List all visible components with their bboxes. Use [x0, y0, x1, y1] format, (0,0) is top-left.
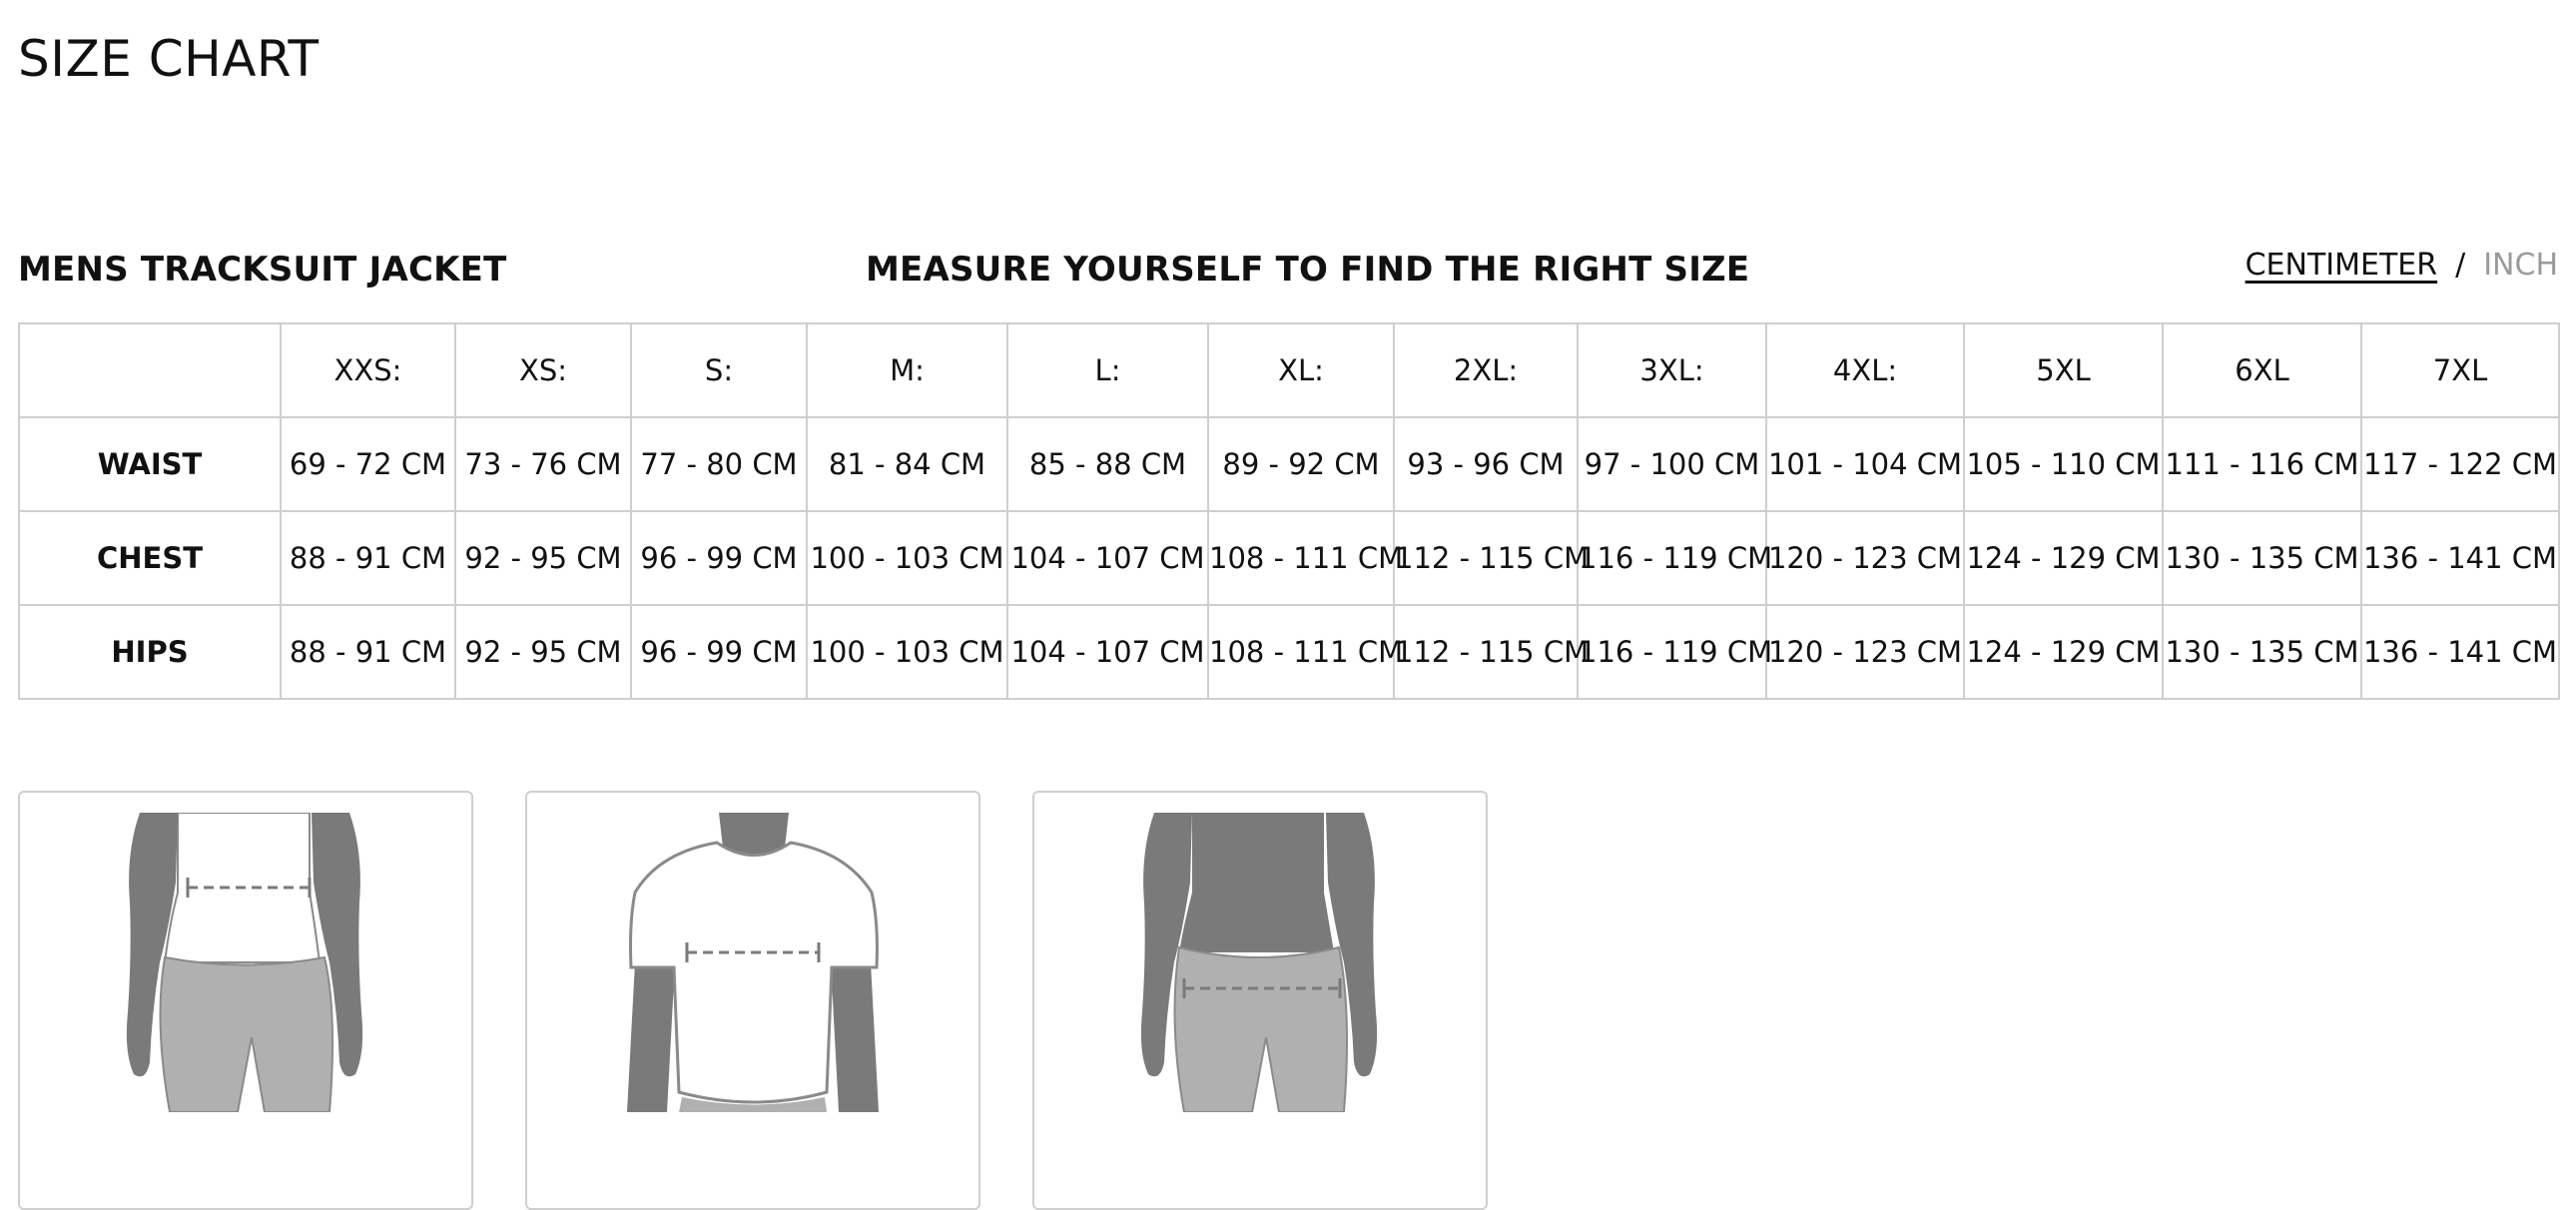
row-label-hips: HIPS [19, 605, 281, 699]
table-cell: 130 - 135 CM [2163, 605, 2361, 699]
unit-inch-link[interactable]: INCH [2483, 248, 2558, 283]
size-header-xxs: XXS: [281, 323, 455, 417]
table-cell: 92 - 95 CM [455, 605, 631, 699]
table-cell: 89 - 92 CM [1208, 417, 1394, 511]
size-header-xs: XS: [455, 323, 631, 417]
table-cell: 124 - 129 CM [1964, 605, 2163, 699]
size-header-3xl: 3XL: [1578, 323, 1766, 417]
table-row [19, 511, 2559, 605]
size-header-7xl: 7XL [2361, 323, 2559, 417]
size-header-l: L: [1007, 323, 1208, 417]
table-cell: 85 - 88 CM [1007, 417, 1208, 511]
table-cell: 88 - 91 CM [281, 605, 455, 699]
table-cell: 92 - 95 CM [455, 511, 631, 605]
table-cell: 120 - 123 CM [1766, 511, 1964, 605]
table-cell: 108 - 111 CM [1208, 605, 1394, 699]
measure-instruction-title: MEASURE YOURSELF TO FIND THE RIGHT SIZE [866, 250, 1750, 290]
size-header-xl: XL: [1208, 323, 1394, 417]
table-cell: 104 - 107 CM [1007, 511, 1208, 605]
table-cell: 100 - 103 CM [807, 605, 1007, 699]
table-cell: 77 - 80 CM [631, 417, 807, 511]
table-cell: 69 - 72 CM [281, 417, 455, 511]
size-chart-table [18, 322, 2560, 700]
waist-figure-card [18, 791, 473, 1210]
table-cell: 116 - 119 CM [1578, 511, 1766, 605]
table-cell: 136 - 141 CM [2361, 605, 2559, 699]
hips-measure-figure-icon [1034, 813, 1486, 1112]
unit-centimeter-link[interactable]: CENTIMETER [2245, 248, 2438, 283]
table-cell: 130 - 135 CM [2163, 511, 2361, 605]
table-row [19, 605, 2559, 699]
table-cell: 108 - 111 CM [1208, 511, 1394, 605]
waist-measure-figure-icon [20, 813, 471, 1112]
table-cell: 101 - 104 CM [1766, 417, 1964, 511]
hips-figure-card [1032, 791, 1488, 1210]
size-header-4xl: 4XL: [1766, 323, 1964, 417]
table-cell: 96 - 99 CM [631, 511, 807, 605]
size-header-2xl: 2XL: [1394, 323, 1578, 417]
size-header-5xl: 5XL [1964, 323, 2163, 417]
table-cell: 93 - 96 CM [1394, 417, 1578, 511]
row-label-chest: CHEST [19, 511, 281, 605]
table-cell: 112 - 115 CM [1394, 511, 1578, 605]
size-header-row [19, 323, 2559, 417]
table-cell: 96 - 99 CM [631, 605, 807, 699]
header-corner-cell [19, 323, 281, 417]
table-cell: 136 - 141 CM [2361, 511, 2559, 605]
size-header-m: M: [807, 323, 1007, 417]
table-cell: 73 - 76 CM [455, 417, 631, 511]
table-cell: 97 - 100 CM [1578, 417, 1766, 511]
table-cell: 111 - 116 CM [2163, 417, 2361, 511]
row-label-waist: WAIST [19, 417, 281, 511]
chest-measure-figure-icon [527, 813, 978, 1112]
table-cell: 81 - 84 CM [807, 417, 1007, 511]
page-title: SIZE CHART [18, 30, 320, 88]
measurement-figures [18, 791, 1488, 1210]
table-cell: 104 - 107 CM [1007, 605, 1208, 699]
table-row [19, 417, 2559, 511]
table-cell: 112 - 115 CM [1394, 605, 1578, 699]
table-cell: 120 - 123 CM [1766, 605, 1964, 699]
table-cell: 105 - 110 CM [1964, 417, 2163, 511]
size-header-s: S: [631, 323, 807, 417]
unit-separator: / [2455, 248, 2466, 283]
table-cell: 100 - 103 CM [807, 511, 1007, 605]
size-header-6xl: 6XL [2163, 323, 2361, 417]
unit-toggle [2246, 248, 2558, 283]
table-cell: 116 - 119 CM [1578, 605, 1766, 699]
table-cell: 88 - 91 CM [281, 511, 455, 605]
table-cell: 124 - 129 CM [1964, 511, 2163, 605]
table-cell: 117 - 122 CM [2361, 417, 2559, 511]
product-title: MENS TRACKSUIT JACKET [18, 250, 507, 290]
chest-figure-card [525, 791, 980, 1210]
